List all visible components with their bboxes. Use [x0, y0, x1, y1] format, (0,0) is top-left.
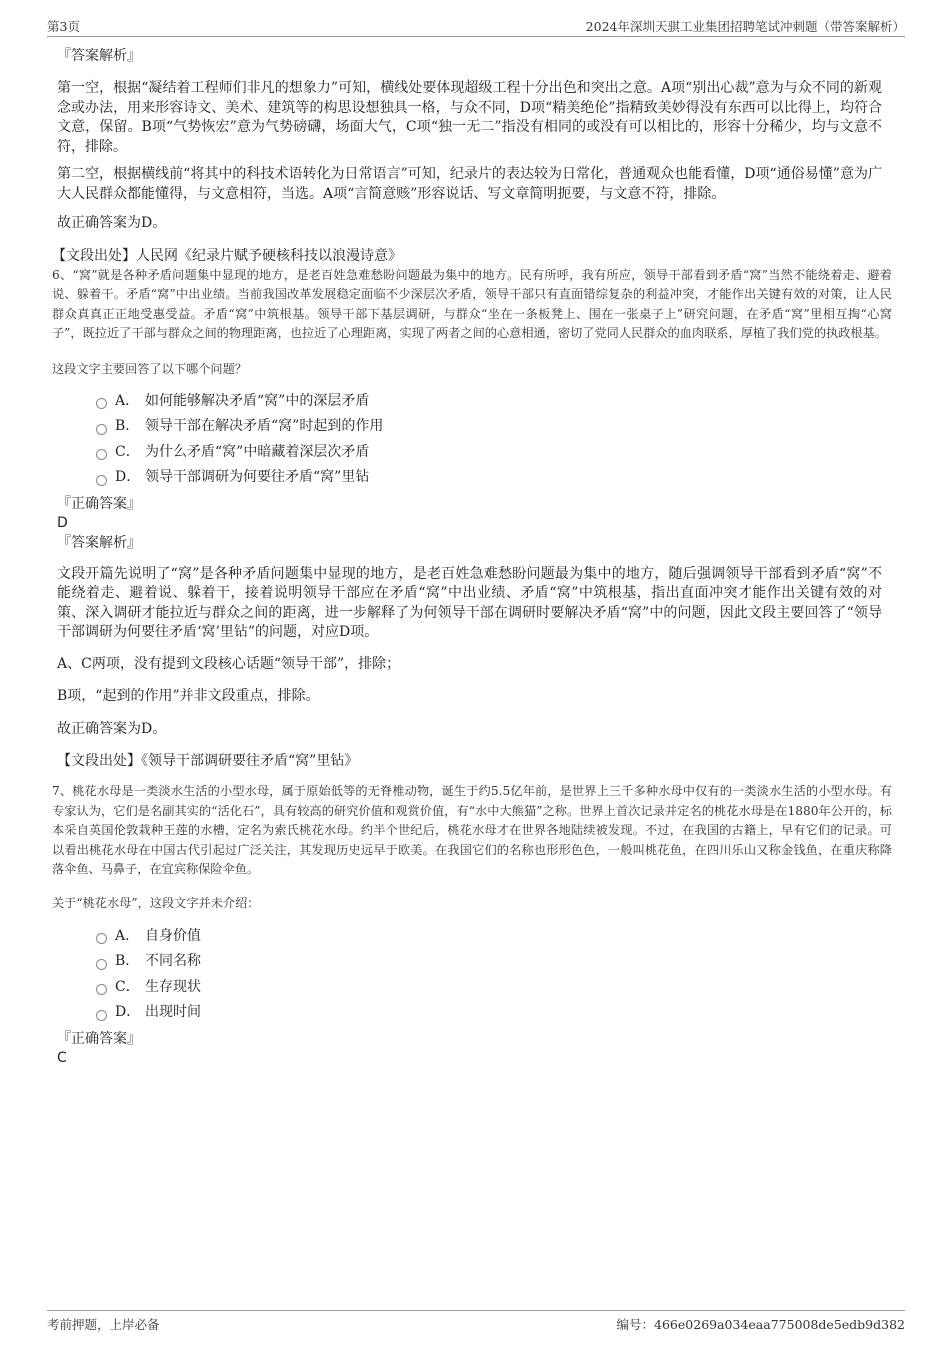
radio-button[interactable]: [96, 1010, 107, 1021]
question-7-text: 7、桃花水母是一类淡水生活的小型水母，属于原始低等的无脊椎动物，诞生于约5.5亿年前，是世界上三千多种水母中仅有的一类淡水生活的小型水母。有专家认为，它们是名副其实的“活化石”，具有较高的研究价值和观赏价值，有“水中大熊猫”之称。世界上首次记录并定名的桃花水母是在1880年公开的，标本采自英国伦敦栽种王莲的水槽，定名为索氏桃花水母。约半个世纪后，桃花水母才在世界各地陆续被发现。不过，在我国的古籍上，早有它们的记录。可以看出桃花水母在中国古代引起过广泛关注，其发现历史远早于欧美。在我国它们的名称也形形色色，一般叫桃花鱼，在四川乐山又称金钱鱼，在重庆称降落伞鱼、马鼻子，在宜宾称保险伞鱼。: [52, 784, 892, 876]
document-body: [52, 46, 892, 1067]
question-6-text: 6、“窝”就是各种矛盾问题集中显现的地方，是老百姓急难愁盼问题最为集中的地方。民有所呼，我有所应，领导干部看到矛盾“窝”当然不能绕着走、避着说、躲着干。矛盾“窝”中出业绩。当前我国改革发展稳定面临不少深层次矛盾，领导干部只有直面错综复杂的利益冲突，才能作出关键有效的对策，让人民群众真真正正地受惠受益。矛盾“窝”中筑根基。领导干部下基层调研，与群众“坐在一条板凳上、围在一张桌子上”研究问题，在矛盾“窝”里相互掏“心窝子”，既拉近了干部与群众之间的物理距离，也拉近了心理距离，实现了两者之间的心意相通，密切了党同人民群众的血肉联系，厚植了我们党的执政根基。: [52, 267, 892, 340]
source-citation: 【文段出处】人民网《纪录片赋予硬核科技以浪漫诗意》: [52, 247, 402, 264]
radio-button[interactable]: [96, 449, 107, 460]
radio-button[interactable]: [96, 398, 107, 409]
page-number: 第3页: [47, 19, 80, 34]
correct-answer-label: 『正确答案』: [57, 495, 141, 512]
analysis-conclusion: 故正确答案为D。: [57, 215, 167, 231]
radio-button[interactable]: [96, 933, 107, 944]
option-b[interactable]: B． 不同名称: [96, 949, 892, 975]
analysis-paragraph: 第一空，根据“凝结着工程师们非凡的想象力”可知，横线处要体现超级工程十分出色和突出之意。A项“别出心裁”意为与众不同的新观念或办法，用来形容诗文、美术、建筑等的构思设想独具一格，与众不同，D项“精美绝伦”指精致美妙得没有东西可以比得上，均符合文意，保留。B项“气势恢宏”意为气势磅礴，场面大气，C项“独一无二”指没有相同的或没有可以相比的，形容十分稀少，均与文意不符，排除。: [57, 80, 882, 155]
question-6-options: [52, 389, 892, 491]
footer-slogan: 考前押题，上岸必备: [47, 1317, 160, 1332]
analysis-label: 『答案解析』: [57, 48, 141, 64]
option-a[interactable]: A． 如何能够解决矛盾“窝”中的深层矛盾: [96, 389, 892, 415]
analysis-label: 『答案解析』: [57, 534, 141, 551]
correct-answer: D: [57, 514, 68, 531]
radio-button[interactable]: [96, 475, 107, 486]
option-b[interactable]: B． 领导干部在解决矛盾“窝”时起到的作用: [96, 414, 892, 440]
document-title: 2024年深圳天骐工业集团招聘笔试冲刺题（带答案解析）: [585, 19, 905, 34]
option-c[interactable]: C． 为什么矛盾“窝”中暗藏着深层次矛盾: [96, 440, 892, 466]
source-citation: 【文段出处】《领导干部调研要往矛盾“窝”里钻》: [57, 753, 359, 769]
analysis-paragraph: A、C两项，没有提到文段核心话题“领导干部”，排除；: [57, 655, 401, 672]
analysis-paragraph: 文段开篇先说明了“窝”是各种矛盾问题集中显现的地方，是老百姓急难愁盼问题最为集中的地方，随后强调领导干部看到矛盾“窝”不能绕着走、避着说、躲着干，接着说明领导干部应在矛盾“窝”中出业绩、矛盾“窝”中筑根基，指出直面冲突才能作出关键有效的对策、深入调研才能拉近与群众之间的距离，进一步解释了为何领导干部在调研时要解决矛盾“窝”中的问题，因此文段主要回答了“领导干部调研为何要往矛盾‘窝’里钻”的问题，对应D项。: [57, 565, 882, 640]
analysis-conclusion: 故正确答案为D。: [57, 720, 167, 737]
question-6-prompt: 这段文字主要回答了以下哪个问题？: [52, 361, 247, 376]
option-c[interactable]: C． 生存现状: [96, 975, 892, 1001]
radio-button[interactable]: [96, 424, 107, 435]
page-footer: [47, 1310, 905, 1333]
option-a[interactable]: A． 自身价值: [96, 924, 892, 950]
question-7-options: [52, 924, 892, 1026]
analysis-paragraph: B项，“起到的作用”并非文段重点，排除。: [57, 688, 320, 704]
document-id: 编号：466e0269a034eaa775008de5edb9d382: [616, 1317, 905, 1332]
radio-button[interactable]: [96, 959, 107, 970]
option-d[interactable]: D． 出现时间: [96, 1000, 892, 1026]
page-header: [47, 16, 905, 37]
question-7-prompt: 关于“桃花水母”，这段文字并未介绍：: [52, 895, 260, 910]
analysis-paragraph: 第二空，根据横线前“将其中的科技术语转化为日常语言”可知，纪录片的表达较为日常化，普通观众也能看懂，D项“通俗易懂”意为广大人民群众都能懂得，与文意相符，当选。A项“言简意赅”形容说话、写文章简明扼要，与文意不符，排除。: [57, 166, 882, 202]
correct-answer: C: [57, 1049, 67, 1066]
correct-answer-label: 『正确答案』: [57, 1030, 141, 1047]
option-d[interactable]: D． 领导干部调研为何要往矛盾“窝”里钻: [96, 465, 892, 491]
radio-button[interactable]: [96, 984, 107, 995]
